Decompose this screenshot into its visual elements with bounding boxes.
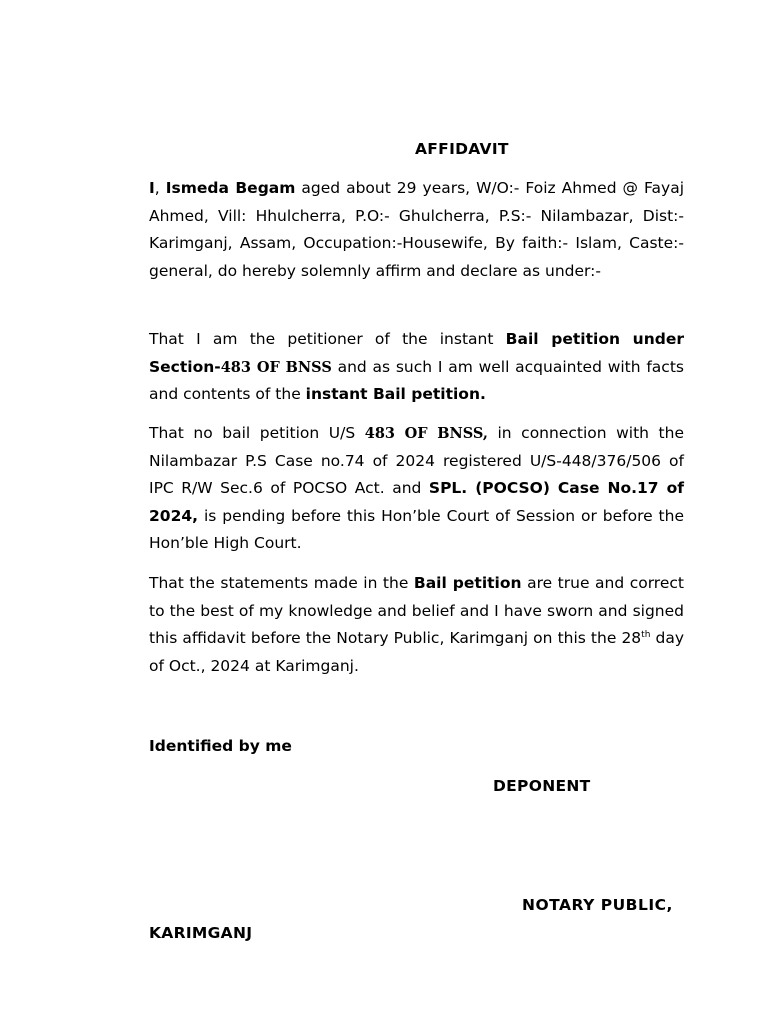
text-segment: day of Oct., 2024 at Karimganj. [149,629,684,675]
statement-paragraph [149,570,684,680]
section-reference: 483 OF BNSS, [364,425,488,442]
comma: , [154,179,166,197]
declarant-paragraph [149,175,684,285]
section-reference: 483 OF BNSS [220,358,332,376]
document-title: AFFIDAVIT [415,140,509,158]
text-segment: is pending before this Hon’ble Court of Session or before the Hon’ble High Court. [149,506,684,553]
ordinal-suffix: th [641,630,651,641]
text-segment: and as such I am well acquainted with facts and contents of the [149,357,684,404]
text-segment: in connection with the Nilambazar P.S Case no.74 of 2024 registered U/S-448/376/506 of IPC R/W Sec.6 of POCSO Act. and [149,424,684,498]
text-segment: are true and correct to the best of my knowledge and belief and I have sworn and signed this affidavit before the Notary Public, Karimganj on this the 28 [149,574,684,648]
place-label: KARIMGANJ [149,924,253,942]
no-other-petition-paragraph [149,420,684,558]
text-segment: That no bail petition U/S [149,424,365,442]
identified-by-label: Identified by me [149,737,292,755]
bold-segment: instant Bail petition. [305,385,486,404]
bold-segment: Bail petition under Section- [149,330,685,376]
text-segment: That the statements made in the [149,574,414,592]
declarant-details: aged about 29 years, W/O:- Foiz Ahmed @ Fayaj Ahmed, Vill: Hhulcherra, P.O:- Ghulcherra, P.S:- Nilambazar, Dist:- Karimganj, Assam, Occupation:-Housewife, By faith:- Islam, Caste:-general, do hereby solemnly affirm and declare as under:- [149,179,684,280]
petitioner-paragraph [149,326,684,409]
case-reference: SPL. (POCSO) Case No.17 of 2024, [149,479,684,525]
pronoun-i: I [149,179,155,197]
declarant-name: Ismeda Begam [165,179,296,197]
deponent-label: DEPONENT [493,777,591,795]
notary-label: NOTARY PUBLIC, [522,896,673,914]
text-segment: That I am the petitioner of the instant [149,330,506,348]
bold-segment: Bail petition [413,574,522,592]
